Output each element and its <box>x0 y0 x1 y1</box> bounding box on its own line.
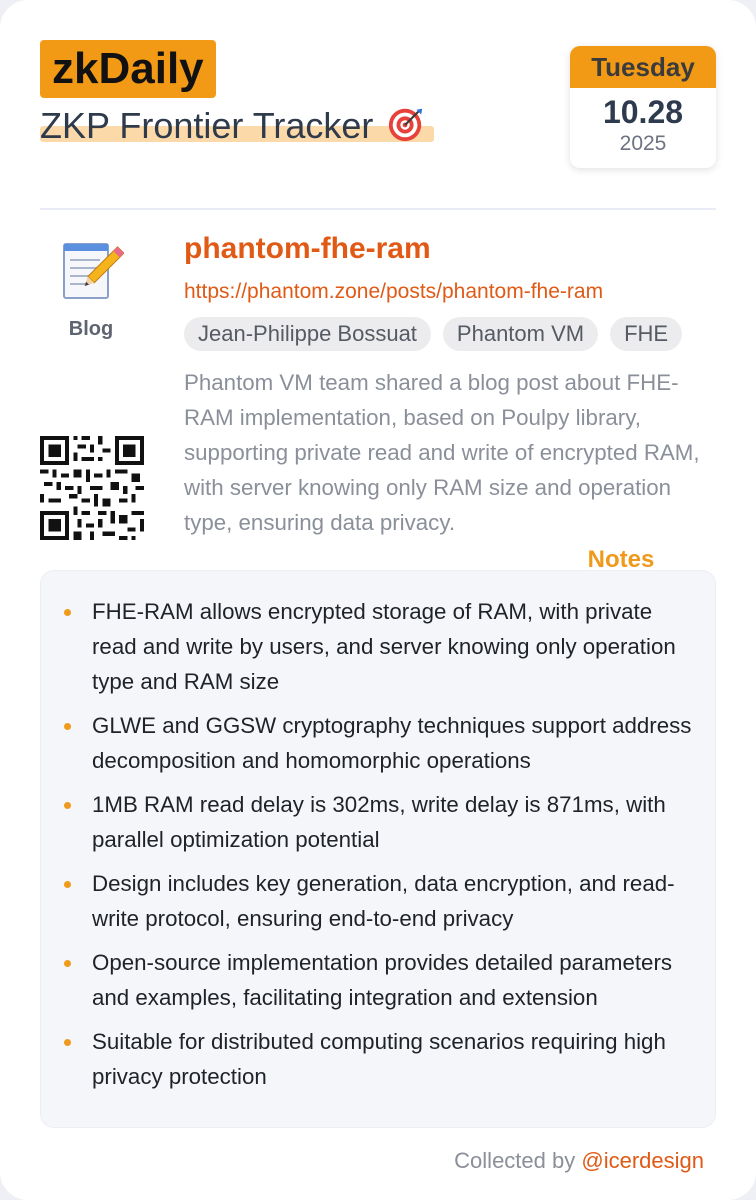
date-weekday: Tuesday <box>570 46 716 88</box>
note-text: Design includes key generation, data encryption, and read-write protocol, ensuring end-to-end privacy <box>92 871 675 931</box>
subtitle-text: ZKP Frontier Tracker <box>40 105 374 146</box>
notes-heading: Notes <box>587 546 655 573</box>
tag-list <box>184 317 682 351</box>
page-subtitle <box>40 104 425 148</box>
date-badge <box>570 46 716 168</box>
memo-icon <box>58 238 124 304</box>
bullet-dot <box>64 881 71 888</box>
entry-description: Phantom VM team shared a blog post about FHE-RAM implementation, based on Poulpy library, supporting private read and write of encrypted RAM, with server knowing only RAM size and operation type, ensuring data privacy. <box>184 370 700 535</box>
footer-prefix: Collected by <box>454 1148 576 1173</box>
note-text: Suitable for distributed computing scenarios requiring high privacy protection <box>92 1029 666 1089</box>
target-icon <box>387 105 425 143</box>
bullet-dot <box>64 802 71 809</box>
tag-chip[interactable]: FHE <box>610 317 682 351</box>
bullet-dot <box>64 1039 71 1046</box>
bullet-dot <box>64 609 71 616</box>
entry-title[interactable]: phantom-fhe-ram <box>184 232 431 265</box>
bullet-dot <box>64 723 71 730</box>
note-item <box>60 708 700 778</box>
note-item <box>60 594 700 699</box>
note-text: 1MB RAM read delay is 302ms, write delay is 871ms, with parallel optimization potential <box>92 792 666 852</box>
note-text: FHE-RAM allows encrypted storage of RAM, with private read and write by users, and server knowing only operation type and RAM size <box>92 599 676 694</box>
footer-credit <box>454 1148 704 1174</box>
footer-handle-link[interactable]: @icerdesign <box>581 1148 704 1173</box>
brand-logo <box>40 40 216 98</box>
note-item <box>60 1024 700 1094</box>
bullet-dot <box>64 960 71 967</box>
tag-chip[interactable]: Phantom VM <box>443 317 598 351</box>
note-item <box>60 866 700 936</box>
entry-url-link[interactable]: https://phantom.zone/posts/phantom-fhe-ram <box>184 280 604 303</box>
note-text: Open-source implementation provides detailed parameters and examples, facilitating integration and extension <box>92 950 673 1010</box>
tag-chip[interactable]: Jean-Philippe Bossuat <box>184 317 431 351</box>
note-item <box>60 945 700 1015</box>
date-year: 2025 <box>619 132 667 155</box>
brand-logo-text: zkDaily <box>52 44 204 93</box>
note-item <box>60 787 700 857</box>
notes-list <box>60 594 700 1103</box>
date-day: 10.28 <box>602 94 684 130</box>
qr-code[interactable] <box>40 436 144 540</box>
header-divider <box>40 208 716 210</box>
note-text: GLWE and GGSW cryptography techniques support address decomposition and homomorphic operations <box>92 713 692 773</box>
category-label: Blog <box>68 318 114 340</box>
